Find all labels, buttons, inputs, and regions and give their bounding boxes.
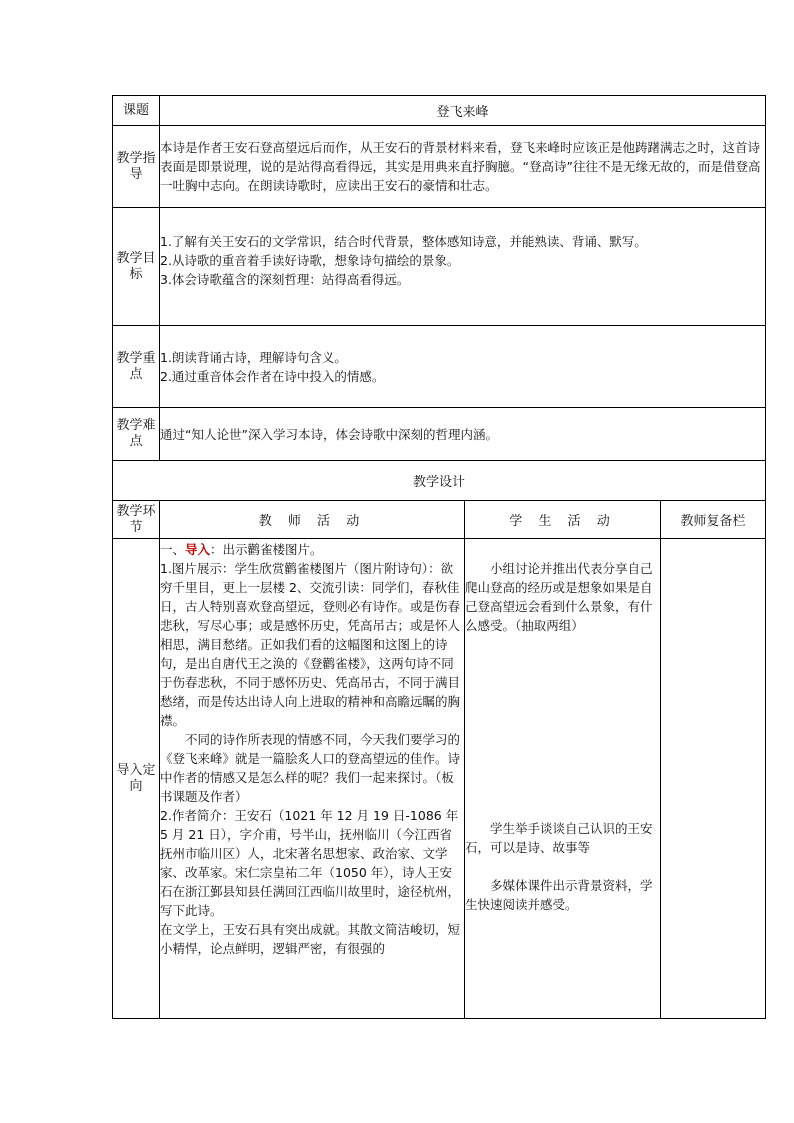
teacher-paragraph: 不同的诗作所表现的情感不同，今天我们要学习的《登飞来峰》就是一篇脍炙人口的登高望远的佳作。诗中作者的情感又是怎么样的呢？我们一起来探讨。（板书课题及作者）	[160, 732, 461, 804]
difficulties-text: 通过“知人论世”深入学习本诗，体会诗歌中深刻的哲理内涵。	[160, 408, 766, 461]
header-student: 学 生 活 动	[465, 501, 661, 539]
goal-item: 1.了解有关王安石的文学常识，结合时代背景，整体感知诗意，并能熟读、背诵、默写。	[160, 234, 647, 249]
keypoint-item: 1.朗读背诵古诗，理解诗句含义。	[160, 349, 347, 365]
notes-cell	[661, 539, 766, 1019]
teacher-paragraph: 在文学上，王安石具有突出成就。其散文简洁峻切，短小精悍，论点鲜明，逻辑严密，有很强的	[160, 922, 461, 956]
student-activity	[465, 539, 661, 1019]
row-headers	[113, 501, 766, 539]
header-teacher: 教 师 活 动	[160, 501, 465, 539]
keypoint-item: 2.通过重音体会作者在诗中投入的情感。	[160, 368, 385, 384]
label-title: 课题	[113, 96, 160, 126]
lesson-title: 登飞来峰	[160, 96, 766, 126]
row-difficulties	[113, 408, 766, 461]
row-guidance	[113, 126, 766, 208]
intro-prefix: 一、	[160, 542, 186, 557]
student-paragraph: 小组讨论并推出代表分享自己爬山登高的经历或是想象如果是自己登高望远会看到什么景象，有什么感受。（抽取两组）	[465, 561, 653, 633]
row-goals	[113, 208, 766, 326]
goal-item: 3.体会诗歌蕴含的深刻哲理：站得高看得远。	[160, 272, 410, 287]
intro-key: 导入	[185, 542, 211, 557]
goals-list	[160, 208, 766, 326]
header-notes: 教师复备栏	[661, 501, 766, 539]
step1-label: 导入定向	[113, 539, 160, 1019]
row-step1	[113, 539, 766, 1019]
student-paragraph: 多媒体课件出示背景资料，学生快速阅读并感受。	[465, 878, 653, 912]
intro-rest: ：出示鹳雀楼图片。	[210, 542, 323, 557]
goal-item: 2.从诗歌的重音着手读好诗歌，想象诗句描绘的景象。	[160, 253, 460, 268]
teacher-paragraph: 1.图片展示：学生欣赏鹳雀楼图片（图片附诗句）：欲穷千里目，更上一层楼 2、交流引读：同学们，春秋佳日，古人特别喜欢登高望远，登则必有诗作。或是伤春悲秋，写尽心事；或是感怀历史，凭高吊古；或是怀人相思，满目愁绪。正如我们看的这幅图和这图上的诗句，是出自唐代王之涣的《登鹳雀楼》，这两句诗不同于伤春悲秋，不同于感怀历史、凭高吊古，不同于满目愁绪，而是传达出诗人向上进取的精神和高瞻远瞩的胸襟。	[160, 561, 461, 728]
label-goals: 教学目标	[113, 208, 160, 326]
row-title	[113, 96, 766, 126]
guidance-text: 本诗是作者王安石登高望远后而作，从王安石的背景材料来看，登飞来峰时应该正是他踌躇满志之时，这首诗表面是即景说理，说的是站得高看得远，其实是用典来直抒胸臆。“登高诗”往往不是无缘无故的，而是借登高一吐胸中志向。在朗读诗歌时，应读出王安石的豪情和壮志。	[160, 126, 766, 208]
design-title: 教学设计	[113, 461, 766, 501]
label-keypoints: 教学重点	[113, 326, 160, 408]
keypoints-list	[160, 326, 766, 408]
lesson-plan-table	[112, 95, 766, 1019]
intro-heading	[160, 540, 464, 559]
row-keypoints	[113, 326, 766, 408]
teacher-activity	[160, 539, 465, 1019]
teacher-paragraph: 2.作者简介：王安石（1021 年 12 月 19 日-1086 年 5 月 21 日），字介甫，号半山，抚州临川（今江西省抚州市临川区）人，北宋著名思想家、政治家、文学家、改革家。宋仁宗皇祐二年（1050 年），诗人王安石在浙江鄞县知县任满回江西临川故里时，途径杭州，写下此诗。	[160, 808, 461, 918]
student-paragraph: 学生举手谈谈自己认识的王安石，可以是诗、故事等	[465, 821, 653, 855]
label-guidance: 教学指导	[113, 126, 160, 208]
row-design-title	[113, 461, 766, 501]
label-difficulties: 教学难点	[113, 408, 160, 461]
header-step: 教学环节	[113, 501, 160, 539]
